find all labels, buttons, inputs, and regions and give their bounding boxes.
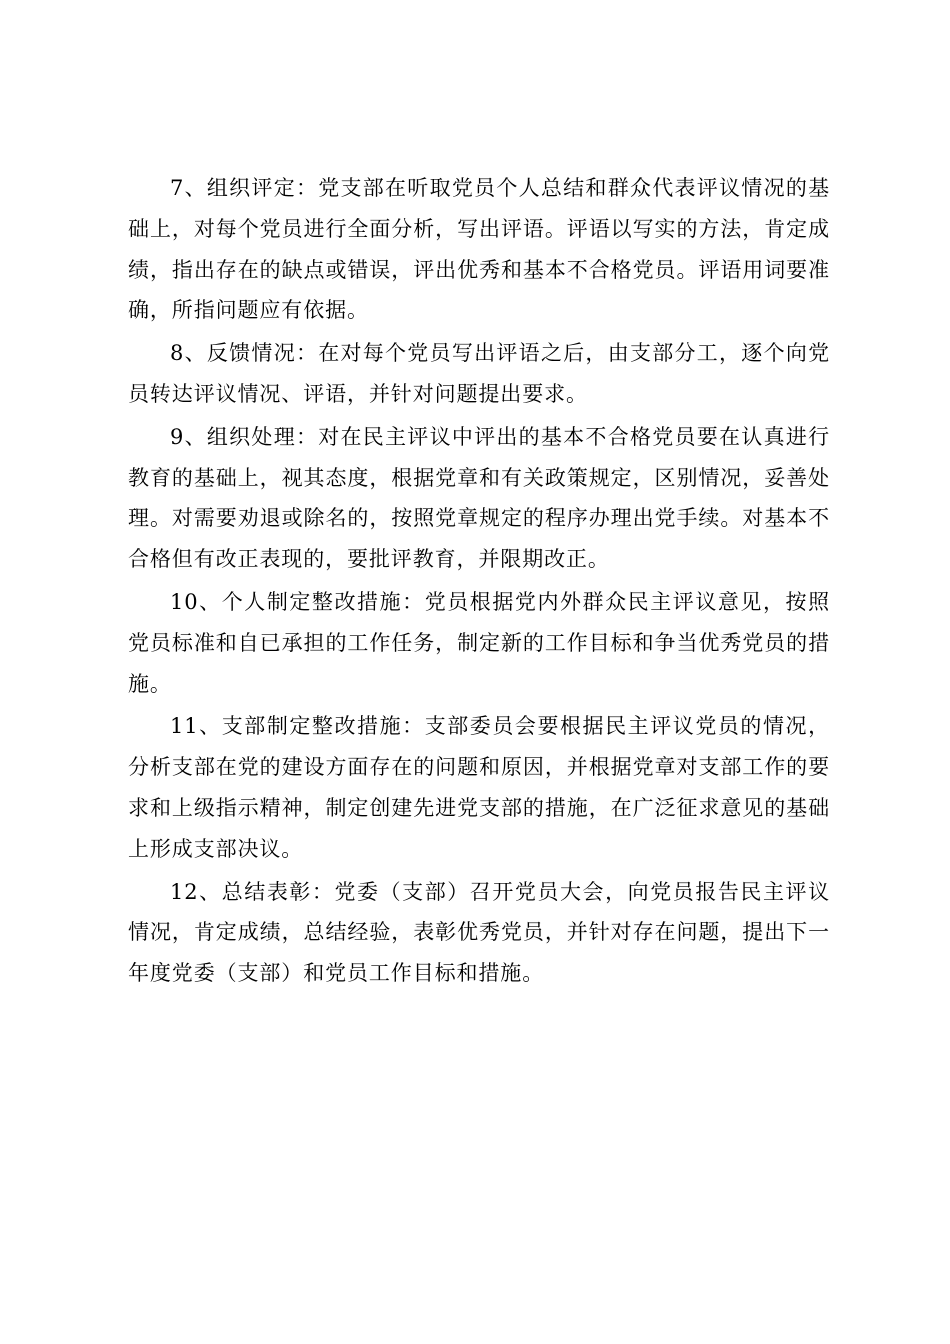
document-body — [128, 168, 830, 996]
paragraph-11-branch-rectification: 11、支部制定整改措施：支部委员会要根据民主评议党员的情况，分析支部在党的建设方面存在的问题和原因，并根据党章对支部工作的要求和上级指示精神，制定创建先进党支部的措施，在广泛征求意见的基础上形成支部决议。 — [128, 714, 830, 861]
paragraph-10-personal-rectification: 10、个人制定整改措施：党员根据党内外群众民主评议意见，按照党员标准和自已承担的工作任务，制定新的工作目标和争当优秀党员的措施。 — [128, 589, 830, 696]
paragraph-7-organization-evaluation: 7、组织评定：党支部在听取党员个人总结和群众代表评议情况的基础上，对每个党员进行全面分析，写出评语。评语以写实的方法，肯定成绩，指出存在的缺点或错误，评出优秀和基本不合格党员。评语用词要准确，所指问题应有依据。 — [128, 176, 830, 323]
paragraph-9-organization-handling: 9、组织处理：对在民主评议中评出的基本不合格党员要在认真进行教育的基础上，视其态度，根据党章和有关政策规定，区别情况，妥善处理。对需要劝退或除名的，按照党章规定的程序办理出党手续。对基本不合格但有改正表现的，要批评教育，并限期改正。 — [128, 424, 830, 572]
paragraph-8-feedback: 8、反馈情况：在对每个党员写出评语之后，由支部分工，逐个向党员转达评议情况、评语，并针对问题提出要求。 — [128, 341, 830, 406]
paragraph-12-summary-commendation: 12、总结表彰：党委（支部）召开党员大会，向党员报告民主评议情况，肯定成绩，总结经验，表彰优秀党员，并针对存在问题，提出下一年度党委（支部）和党员工作目标和措施。 — [128, 879, 830, 986]
